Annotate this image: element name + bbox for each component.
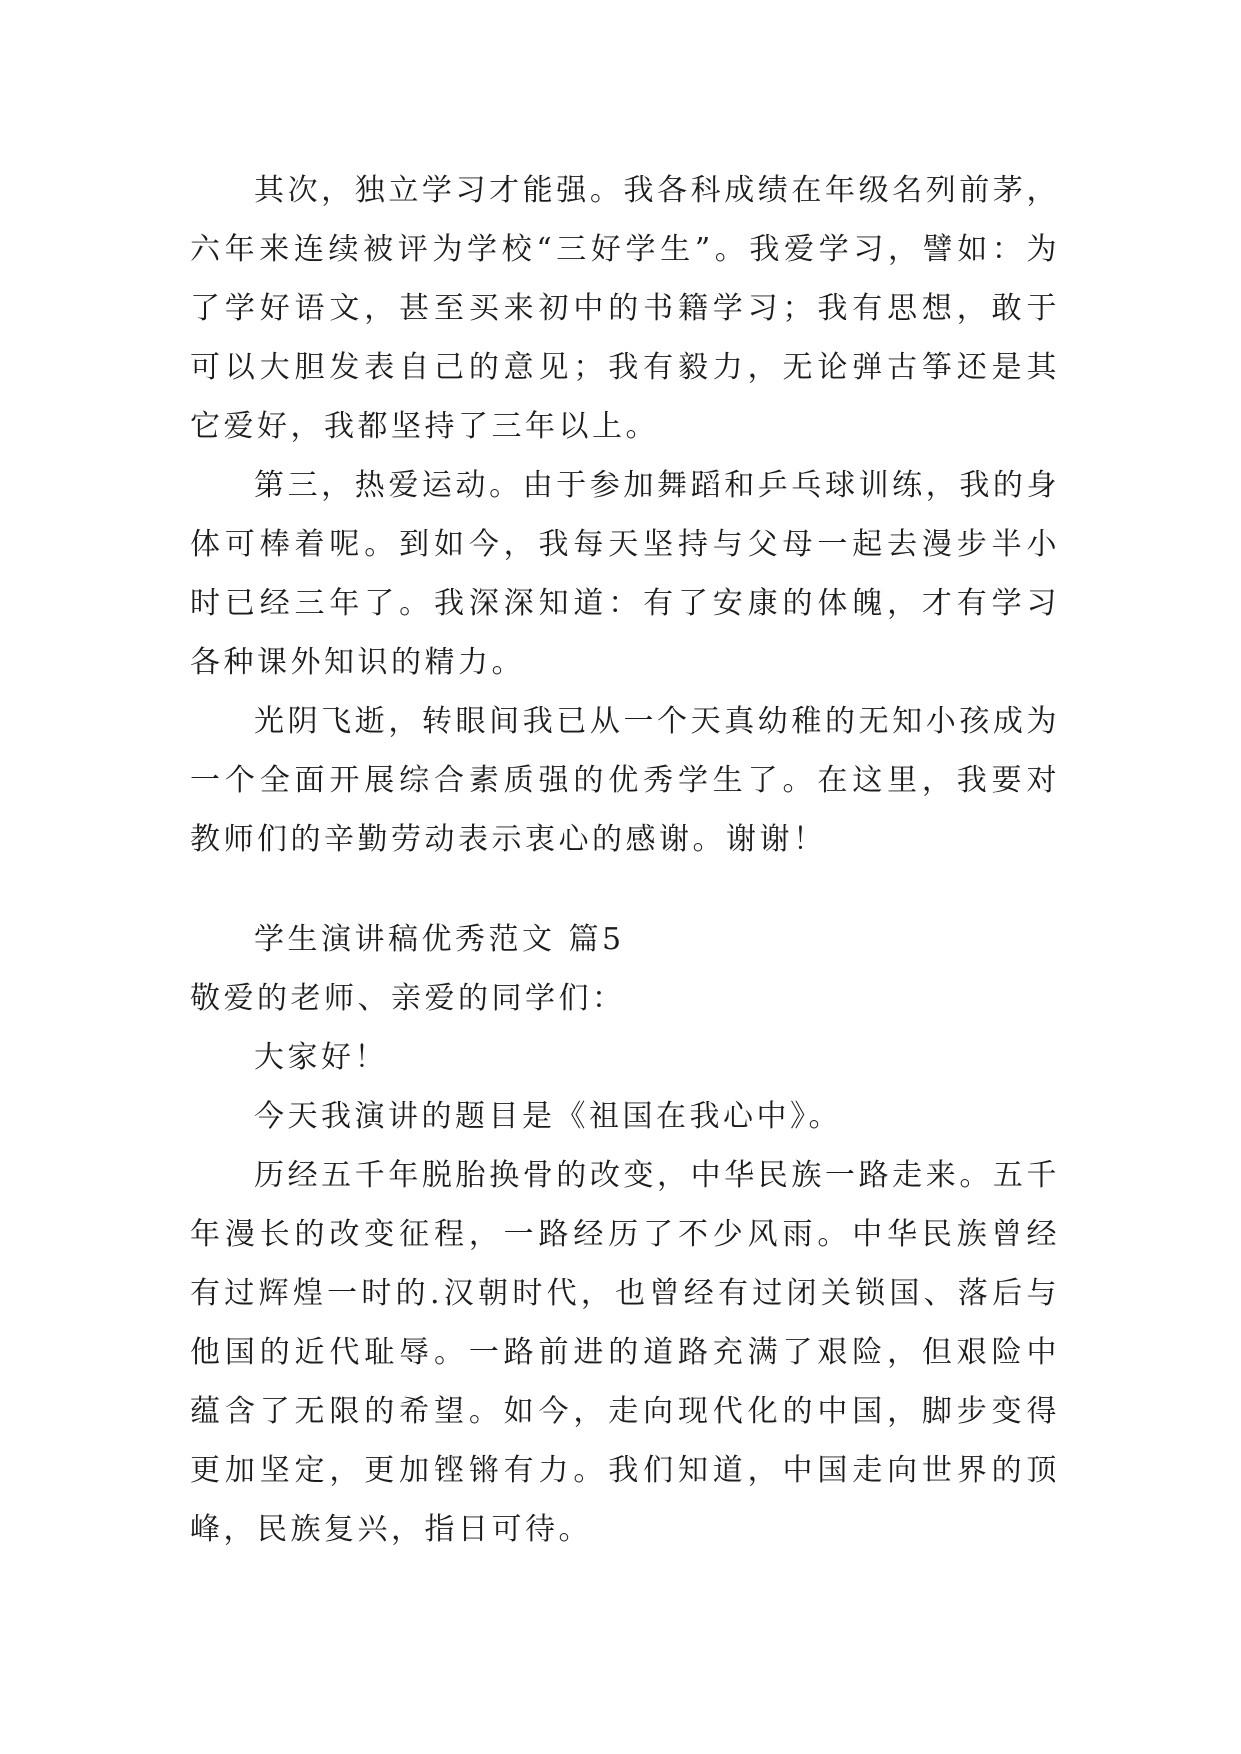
topic-line: 今天我演讲的题目是《祖国在我心中》。 (254, 1099, 842, 1134)
previous-section-continuation (190, 161, 1060, 869)
speech-section-5 (190, 910, 1060, 1559)
paragraph-history: 历经五千年脱胎换骨的改变，中华民族一路走来。五千年漫长的改变征程，一路经历了不少风雨。中华民族曾经有过辉煌一时的.汉朝时代，也曾经有过闭关锁国、落后与他国的近代耻辱。一路前进的道路充满了艰险，但艰险中蕴含了无限的希望。如今，走向现代化的中国，脚步变得更加坚定，更加铿锵有力。我们知道，中国走向世界的顶峰，民族复兴，指日可待。 (190, 1158, 1060, 1547)
paragraph-thanks: 光阴飞逝，转眼间我已从一个天真幼稚的无知小孩成为一个全面开展综合素质强的优秀学生了。在这里，我要对教师们的辛勤劳动表示衷心的感谢。谢谢！ (190, 704, 1060, 857)
greeting: 大家好！ (254, 1040, 388, 1075)
salutation: 敬爱的老师、亲爱的同学们： (190, 981, 626, 1016)
section-heading: 学生演讲稿优秀范文 篇5 (254, 922, 625, 957)
paragraph-independent-study: 其次，独立学习才能强。我各科成绩在年级名列前茅，六年来连续被评为学校“三好学生”。我爱学习，譬如：为了学好语文，甚至买来初中的书籍学习；我有思想，敢于可以大胆发表自己的意见；我有毅力，无论弹古筝还是其它爱好，我都坚持了三年以上。 (190, 173, 1060, 444)
paragraph-love-sports: 第三，热爱运动。由于参加舞蹈和乒乓球训练，我的身体可棒着呢。到如今，我每天坚持与父母一起去漫步半小时已经三年了。我深深知道：有了安康的体魄，才有学习各种课外知识的精力。 (190, 468, 1060, 680)
